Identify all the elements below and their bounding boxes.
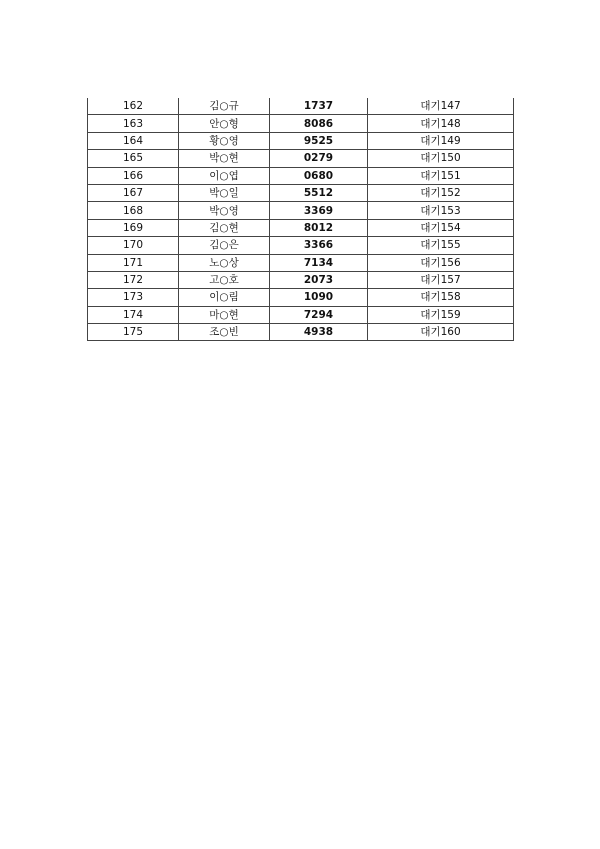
applicant-name-cell: 김○현 [179,219,270,236]
row-number-cell: 164 [88,132,179,149]
row-number-cell: 167 [88,184,179,201]
row-number-cell: 162 [88,98,179,115]
applicant-code-cell: 1090 [270,289,368,306]
applicant-name-cell: 김○은 [179,237,270,254]
row-number-cell: 166 [88,167,179,184]
applicant-name-cell: 안○형 [179,115,270,132]
row-number-cell: 175 [88,324,179,341]
waitlist-status-cell: 대기158 [368,289,514,306]
waitlist-status-cell: 대기154 [368,219,514,236]
waitlist-table-body [88,98,514,341]
table-row [88,254,514,271]
applicant-code-cell: 1737 [270,98,368,115]
applicant-code-cell: 2073 [270,271,368,288]
waitlist-status-cell: 대기153 [368,202,514,219]
row-number-cell: 173 [88,289,179,306]
table-row [88,289,514,306]
row-number-cell: 172 [88,271,179,288]
waitlist-status-cell: 대기155 [368,237,514,254]
applicant-name-cell: 박○현 [179,150,270,167]
applicant-code-cell: 7134 [270,254,368,271]
waitlist-status-cell: 대기147 [368,98,514,115]
table-row [88,98,514,115]
applicant-name-cell: 김○규 [179,98,270,115]
table-row [88,150,514,167]
applicant-code-cell: 8086 [270,115,368,132]
waitlist-status-cell: 대기160 [368,324,514,341]
applicant-code-cell: 9525 [270,132,368,149]
waitlist-status-cell: 대기151 [368,167,514,184]
applicant-code-cell: 3369 [270,202,368,219]
applicant-name-cell: 박○일 [179,184,270,201]
row-number-cell: 168 [88,202,179,219]
waitlist-status-cell: 대기148 [368,115,514,132]
table-row [88,324,514,341]
applicant-code-cell: 8012 [270,219,368,236]
applicant-code-cell: 7294 [270,306,368,323]
waitlist-status-cell: 대기156 [368,254,514,271]
applicant-name-cell: 박○영 [179,202,270,219]
applicant-name-cell: 이○엽 [179,167,270,184]
row-number-cell: 169 [88,219,179,236]
waitlist-status-cell: 대기149 [368,132,514,149]
applicant-name-cell: 마○현 [179,306,270,323]
applicant-name-cell: 황○영 [179,132,270,149]
applicant-name-cell: 이○림 [179,289,270,306]
applicant-code-cell: 3366 [270,237,368,254]
table-row [88,184,514,201]
table-row [88,202,514,219]
table-row [88,219,514,236]
table-row [88,167,514,184]
applicant-name-cell: 조○빈 [179,324,270,341]
applicant-name-cell: 노○상 [179,254,270,271]
row-number-cell: 165 [88,150,179,167]
row-number-cell: 171 [88,254,179,271]
table-row [88,271,514,288]
waitlist-status-cell: 대기159 [368,306,514,323]
applicant-code-cell: 4938 [270,324,368,341]
table-row [88,237,514,254]
applicant-code-cell: 0279 [270,150,368,167]
row-number-cell: 174 [88,306,179,323]
waitlist-status-cell: 대기157 [368,271,514,288]
applicant-name-cell: 고○호 [179,271,270,288]
row-number-cell: 170 [88,237,179,254]
waitlist-status-cell: 대기152 [368,184,514,201]
table-row [88,132,514,149]
applicant-code-cell: 5512 [270,184,368,201]
waitlist-status-cell: 대기150 [368,150,514,167]
row-number-cell: 163 [88,115,179,132]
waitlist-table [87,98,514,341]
table-row [88,306,514,323]
table-row [88,115,514,132]
applicant-code-cell: 0680 [270,167,368,184]
